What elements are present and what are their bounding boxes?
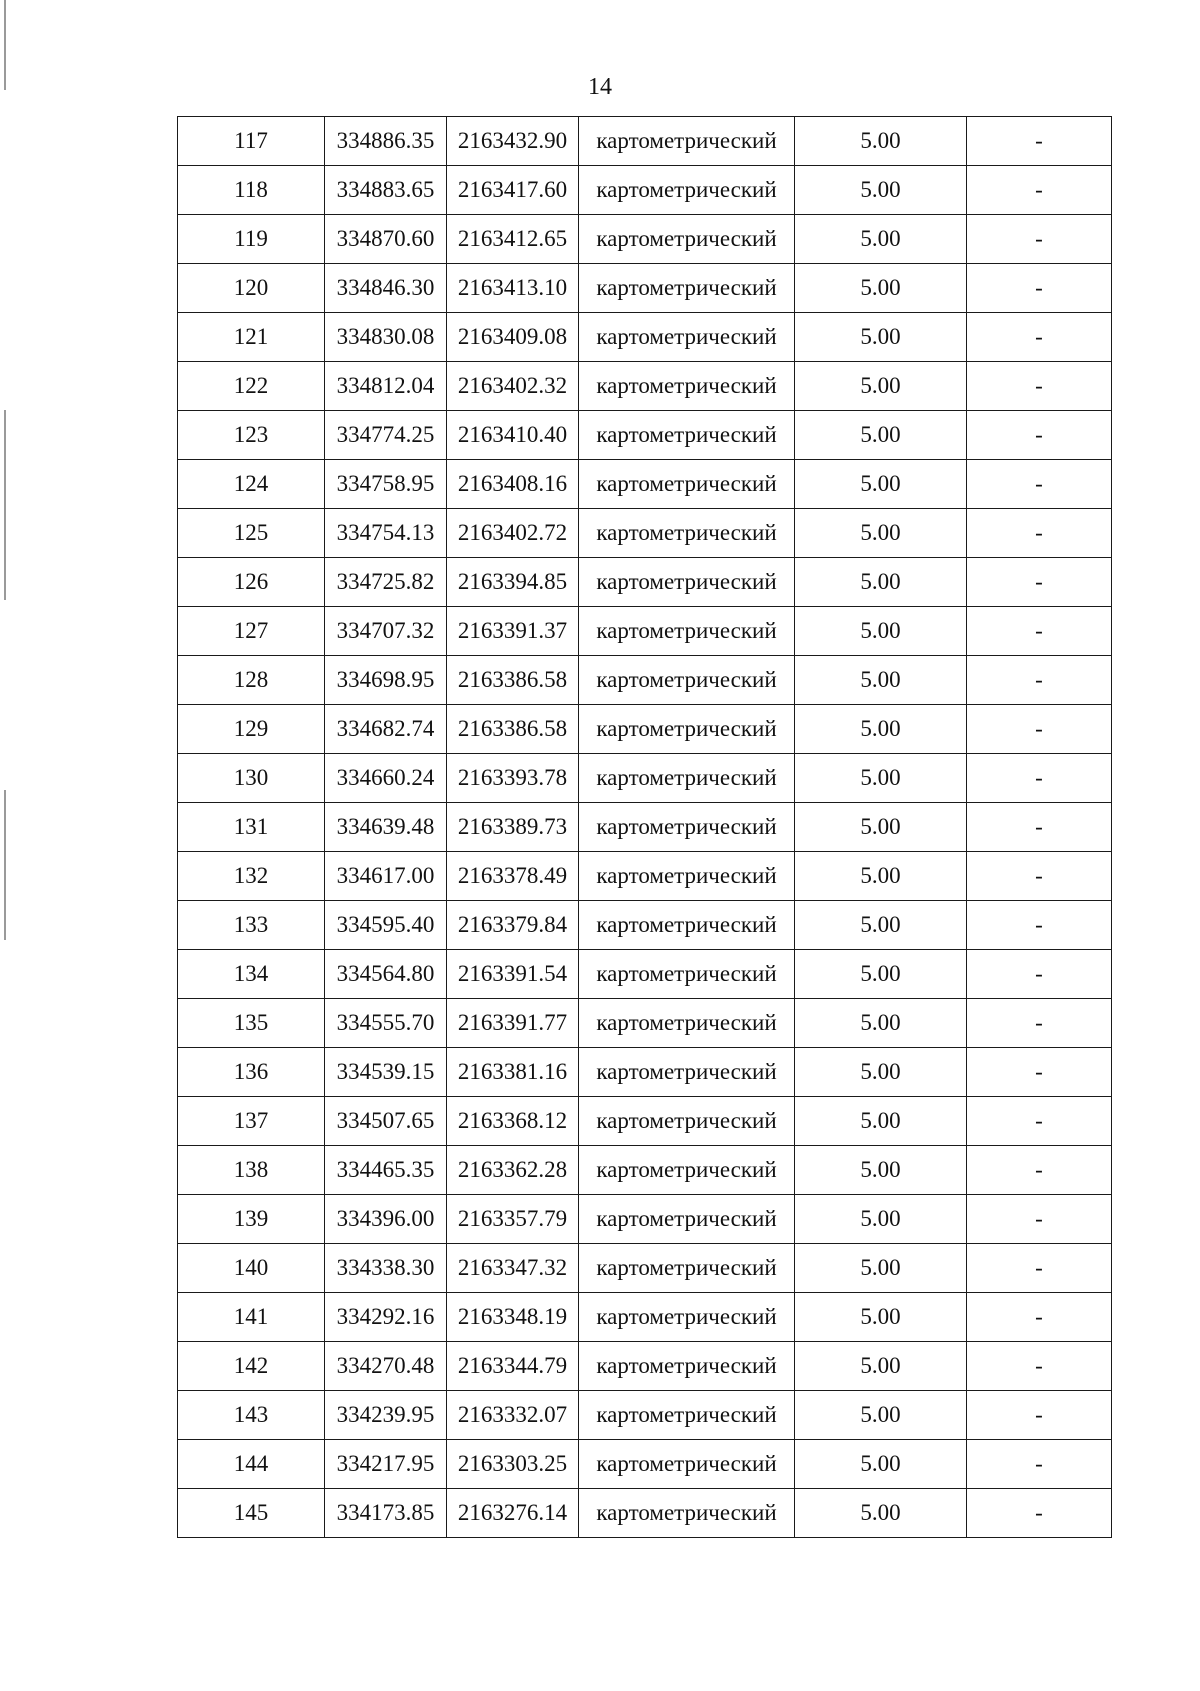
point-number-cell: 132: [178, 852, 325, 901]
x-coordinate-cell: 334660.24: [325, 754, 447, 803]
method-cell: картометрический: [579, 1146, 795, 1195]
table-row: [178, 656, 1112, 705]
method-cell: картометрический: [579, 656, 795, 705]
accuracy-cell: 5.00: [795, 1195, 967, 1244]
description-cell: -: [967, 215, 1112, 264]
y-coordinate-cell: 2163362.28: [447, 1146, 579, 1195]
y-coordinate-cell: 2163432.90: [447, 117, 579, 166]
table-row: [178, 803, 1112, 852]
y-coordinate-cell: 2163409.08: [447, 313, 579, 362]
y-coordinate-cell: 2163402.72: [447, 509, 579, 558]
method-cell: картометрический: [579, 1293, 795, 1342]
x-coordinate-cell: 334883.65: [325, 166, 447, 215]
description-cell: -: [967, 1097, 1112, 1146]
table-row: [178, 411, 1112, 460]
point-number-cell: 128: [178, 656, 325, 705]
x-coordinate-cell: 334465.35: [325, 1146, 447, 1195]
point-number-cell: 121: [178, 313, 325, 362]
description-cell: -: [967, 803, 1112, 852]
description-cell: -: [967, 754, 1112, 803]
y-coordinate-cell: 2163410.40: [447, 411, 579, 460]
method-cell: картометрический: [579, 1097, 795, 1146]
table-row: [178, 705, 1112, 754]
table-row: [178, 901, 1112, 950]
accuracy-cell: 5.00: [795, 264, 967, 313]
table-row: [178, 1195, 1112, 1244]
x-coordinate-cell: 334774.25: [325, 411, 447, 460]
x-coordinate-cell: 334507.65: [325, 1097, 447, 1146]
point-number-cell: 120: [178, 264, 325, 313]
method-cell: картометрический: [579, 117, 795, 166]
method-cell: картометрический: [579, 215, 795, 264]
x-coordinate-cell: 334239.95: [325, 1391, 447, 1440]
y-coordinate-cell: 2163417.60: [447, 166, 579, 215]
table-row: [178, 1440, 1112, 1489]
method-cell: картометрический: [579, 313, 795, 362]
point-number-cell: 117: [178, 117, 325, 166]
x-coordinate-cell: 334812.04: [325, 362, 447, 411]
y-coordinate-cell: 2163378.49: [447, 852, 579, 901]
table-row: [178, 754, 1112, 803]
point-number-cell: 133: [178, 901, 325, 950]
table-row: [178, 852, 1112, 901]
accuracy-cell: 5.00: [795, 901, 967, 950]
y-coordinate-cell: 2163386.58: [447, 705, 579, 754]
table-row: [178, 1048, 1112, 1097]
method-cell: картометрический: [579, 1440, 795, 1489]
y-coordinate-cell: 2163391.37: [447, 607, 579, 656]
table-row: [178, 313, 1112, 362]
method-cell: картометрический: [579, 460, 795, 509]
point-number-cell: 139: [178, 1195, 325, 1244]
accuracy-cell: 5.00: [795, 950, 967, 999]
point-number-cell: 138: [178, 1146, 325, 1195]
table-row: [178, 1097, 1112, 1146]
accuracy-cell: 5.00: [795, 1244, 967, 1293]
method-cell: картометрический: [579, 852, 795, 901]
y-coordinate-cell: 2163303.25: [447, 1440, 579, 1489]
accuracy-cell: 5.00: [795, 1048, 967, 1097]
point-number-cell: 143: [178, 1391, 325, 1440]
coordinates-table: [177, 116, 1112, 1538]
x-coordinate-cell: 334396.00: [325, 1195, 447, 1244]
y-coordinate-cell: 2163381.16: [447, 1048, 579, 1097]
y-coordinate-cell: 2163379.84: [447, 901, 579, 950]
description-cell: -: [967, 264, 1112, 313]
description-cell: -: [967, 509, 1112, 558]
description-cell: -: [967, 1146, 1112, 1195]
x-coordinate-cell: 334870.60: [325, 215, 447, 264]
method-cell: картометрический: [579, 803, 795, 852]
table-row: [178, 607, 1112, 656]
x-coordinate-cell: 334270.48: [325, 1342, 447, 1391]
x-coordinate-cell: 334830.08: [325, 313, 447, 362]
description-cell: -: [967, 607, 1112, 656]
description-cell: -: [967, 313, 1112, 362]
table-row: [178, 362, 1112, 411]
method-cell: картометрический: [579, 411, 795, 460]
description-cell: -: [967, 460, 1112, 509]
accuracy-cell: 5.00: [795, 558, 967, 607]
method-cell: картометрический: [579, 901, 795, 950]
accuracy-cell: 5.00: [795, 509, 967, 558]
point-number-cell: 131: [178, 803, 325, 852]
accuracy-cell: 5.00: [795, 1097, 967, 1146]
x-coordinate-cell: 334846.30: [325, 264, 447, 313]
accuracy-cell: 5.00: [795, 656, 967, 705]
point-number-cell: 127: [178, 607, 325, 656]
description-cell: -: [967, 999, 1112, 1048]
method-cell: картометрический: [579, 558, 795, 607]
x-coordinate-cell: 334595.40: [325, 901, 447, 950]
method-cell: картометрический: [579, 1244, 795, 1293]
x-coordinate-cell: 334617.00: [325, 852, 447, 901]
point-number-cell: 142: [178, 1342, 325, 1391]
point-number-cell: 123: [178, 411, 325, 460]
accuracy-cell: 5.00: [795, 460, 967, 509]
accuracy-cell: 5.00: [795, 215, 967, 264]
x-coordinate-cell: 334338.30: [325, 1244, 447, 1293]
y-coordinate-cell: 2163276.14: [447, 1489, 579, 1538]
accuracy-cell: 5.00: [795, 1146, 967, 1195]
method-cell: картометрический: [579, 1048, 795, 1097]
accuracy-cell: 5.00: [795, 754, 967, 803]
description-cell: -: [967, 362, 1112, 411]
table-row: [178, 1146, 1112, 1195]
method-cell: картометрический: [579, 607, 795, 656]
point-number-cell: 129: [178, 705, 325, 754]
x-coordinate-cell: 334754.13: [325, 509, 447, 558]
point-number-cell: 134: [178, 950, 325, 999]
x-coordinate-cell: 334292.16: [325, 1293, 447, 1342]
accuracy-cell: 5.00: [795, 803, 967, 852]
x-coordinate-cell: 334555.70: [325, 999, 447, 1048]
coordinates-table-body: [178, 117, 1112, 1538]
description-cell: -: [967, 852, 1112, 901]
method-cell: картометрический: [579, 950, 795, 999]
point-number-cell: 145: [178, 1489, 325, 1538]
description-cell: -: [967, 901, 1112, 950]
table-row: [178, 117, 1112, 166]
point-number-cell: 126: [178, 558, 325, 607]
x-coordinate-cell: 334682.74: [325, 705, 447, 754]
table-row: [178, 999, 1112, 1048]
point-number-cell: 125: [178, 509, 325, 558]
accuracy-cell: 5.00: [795, 1440, 967, 1489]
description-cell: -: [967, 558, 1112, 607]
x-coordinate-cell: 334539.15: [325, 1048, 447, 1097]
y-coordinate-cell: 2163332.07: [447, 1391, 579, 1440]
y-coordinate-cell: 2163344.79: [447, 1342, 579, 1391]
description-cell: -: [967, 950, 1112, 999]
x-coordinate-cell: 334639.48: [325, 803, 447, 852]
description-cell: -: [967, 1195, 1112, 1244]
method-cell: картометрический: [579, 999, 795, 1048]
accuracy-cell: 5.00: [795, 411, 967, 460]
table-row: [178, 166, 1112, 215]
description-cell: -: [967, 1391, 1112, 1440]
point-number-cell: 119: [178, 215, 325, 264]
x-coordinate-cell: 334886.35: [325, 117, 447, 166]
method-cell: картометрический: [579, 264, 795, 313]
x-coordinate-cell: 334758.95: [325, 460, 447, 509]
description-cell: -: [967, 1342, 1112, 1391]
accuracy-cell: 5.00: [795, 313, 967, 362]
table-row: [178, 1244, 1112, 1293]
method-cell: картометрический: [579, 1195, 795, 1244]
method-cell: картометрический: [579, 705, 795, 754]
point-number-cell: 141: [178, 1293, 325, 1342]
y-coordinate-cell: 2163391.54: [447, 950, 579, 999]
table-row: [178, 460, 1112, 509]
description-cell: -: [967, 1048, 1112, 1097]
accuracy-cell: 5.00: [795, 117, 967, 166]
method-cell: картометрический: [579, 1489, 795, 1538]
accuracy-cell: 5.00: [795, 852, 967, 901]
table-row: [178, 264, 1112, 313]
point-number-cell: 122: [178, 362, 325, 411]
description-cell: -: [967, 1440, 1112, 1489]
x-coordinate-cell: 334698.95: [325, 656, 447, 705]
y-coordinate-cell: 2163408.16: [447, 460, 579, 509]
accuracy-cell: 5.00: [795, 705, 967, 754]
y-coordinate-cell: 2163391.77: [447, 999, 579, 1048]
y-coordinate-cell: 2163386.58: [447, 656, 579, 705]
description-cell: -: [967, 1489, 1112, 1538]
accuracy-cell: 5.00: [795, 607, 967, 656]
accuracy-cell: 5.00: [795, 1489, 967, 1538]
point-number-cell: 140: [178, 1244, 325, 1293]
table-row: [178, 950, 1112, 999]
scan-artifact-line: [4, 790, 6, 940]
y-coordinate-cell: 2163368.12: [447, 1097, 579, 1146]
description-cell: -: [967, 1293, 1112, 1342]
point-number-cell: 118: [178, 166, 325, 215]
point-number-cell: 135: [178, 999, 325, 1048]
point-number-cell: 137: [178, 1097, 325, 1146]
description-cell: -: [967, 411, 1112, 460]
point-number-cell: 144: [178, 1440, 325, 1489]
y-coordinate-cell: 2163348.19: [447, 1293, 579, 1342]
method-cell: картометрический: [579, 509, 795, 558]
method-cell: картометрический: [579, 362, 795, 411]
table-row: [178, 1391, 1112, 1440]
method-cell: картометрический: [579, 754, 795, 803]
x-coordinate-cell: 334217.95: [325, 1440, 447, 1489]
y-coordinate-cell: 2163393.78: [447, 754, 579, 803]
table-row: [178, 215, 1112, 264]
accuracy-cell: 5.00: [795, 1342, 967, 1391]
y-coordinate-cell: 2163347.32: [447, 1244, 579, 1293]
description-cell: -: [967, 656, 1112, 705]
y-coordinate-cell: 2163389.73: [447, 803, 579, 852]
accuracy-cell: 5.00: [795, 1391, 967, 1440]
y-coordinate-cell: 2163357.79: [447, 1195, 579, 1244]
accuracy-cell: 5.00: [795, 999, 967, 1048]
description-cell: -: [967, 1244, 1112, 1293]
accuracy-cell: 5.00: [795, 362, 967, 411]
x-coordinate-cell: 334564.80: [325, 950, 447, 999]
table-row: [178, 1489, 1112, 1538]
accuracy-cell: 5.00: [795, 166, 967, 215]
point-number-cell: 130: [178, 754, 325, 803]
table-row: [178, 1342, 1112, 1391]
description-cell: -: [967, 166, 1112, 215]
method-cell: картометрический: [579, 166, 795, 215]
point-number-cell: 136: [178, 1048, 325, 1097]
scan-artifact-line: [4, 410, 6, 600]
x-coordinate-cell: 334173.85: [325, 1489, 447, 1538]
description-cell: -: [967, 705, 1112, 754]
page-number: 14: [588, 74, 612, 100]
table-row: [178, 558, 1112, 607]
table-row: [178, 509, 1112, 558]
y-coordinate-cell: 2163394.85: [447, 558, 579, 607]
method-cell: картометрический: [579, 1342, 795, 1391]
y-coordinate-cell: 2163412.65: [447, 215, 579, 264]
x-coordinate-cell: 334707.32: [325, 607, 447, 656]
y-coordinate-cell: 2163413.10: [447, 264, 579, 313]
method-cell: картометрический: [579, 1391, 795, 1440]
accuracy-cell: 5.00: [795, 1293, 967, 1342]
y-coordinate-cell: 2163402.32: [447, 362, 579, 411]
x-coordinate-cell: 334725.82: [325, 558, 447, 607]
point-number-cell: 124: [178, 460, 325, 509]
description-cell: -: [967, 117, 1112, 166]
table-row: [178, 1293, 1112, 1342]
